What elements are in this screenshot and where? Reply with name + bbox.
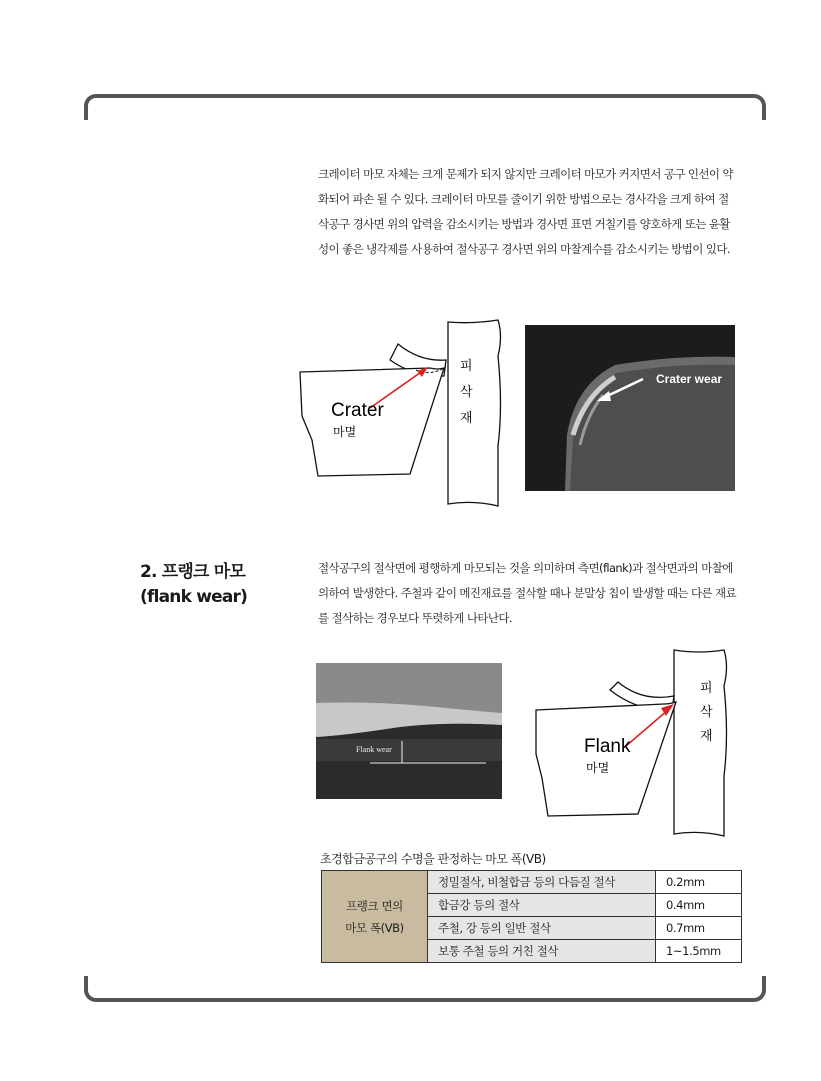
intro-paragraph: 크레이터 마모 자체는 크게 문제가 되지 않지만 크레이터 마모가 커지면서 공구 인선이 약화되어 파손 될 수 있다. 크레이터 마모를 줄이기 위한 방법으로는 경사각을 크게 하여 절삭공구 경사면 위의 압력을 감소시키는 방법과 경사면 표면 거칠기를 양호하게 또는 윤활성이 좋은 냉각제를 사용하여 절삭공구 경사면 위의 마찰계수를 감소시키는 방법이 있다. [318,167,733,256]
row-desc: 주철, 강 등의 일반 절삭 [428,917,656,940]
flank-photo-label: Flank wear [356,745,392,754]
section-subtitle: (flank wear) [140,587,248,607]
svg-text:삭: 삭 [460,385,473,400]
tool-shape [536,702,676,816]
table-row [322,871,742,894]
vb-table [321,870,742,963]
section-heading [140,560,247,610]
row-value: 0.2mm [656,871,742,894]
svg-text:피: 피 [460,359,473,374]
svg-text:피: 피 [700,681,713,696]
page-frame-bottom [84,976,766,1002]
table-header-cell: 프랭크 면의 마모 폭(VB) [322,871,428,963]
page-frame-top [84,94,766,120]
row-value: 0.4mm [656,894,742,917]
flank-label: Flank [584,736,631,757]
workpiece-shape [448,320,501,506]
row-value: 1~1.5mm [656,940,742,963]
svg-text:재: 재 [700,729,713,744]
svg-text:재: 재 [460,411,473,426]
row-desc: 합금강 등의 절삭 [428,894,656,917]
tool-shape [300,368,444,476]
crater-photo-label: Crater wear [656,372,723,386]
flank-paragraph: 절삭공구의 절삭면에 평행하게 마모되는 것을 의미하며 측면(flank)과 절삭면과의 마찰에 의하여 발생한다. 주철과 같이 메진재료를 절삭할 때나 분말상 칩이 발생할 때는 다른 재료를 절삭하는 경우보다 뚜렷하게 나타난다. [318,561,737,625]
crater-label: Crater [331,400,384,421]
svg-text:삭: 삭 [700,705,713,720]
flank-label-kr: 마멸 [586,761,610,775]
crater-wear-photo [525,325,735,491]
row-desc: 보통 주철 등의 거친 절삭 [428,940,656,963]
row-value: 0.7mm [656,917,742,940]
crater-wear-diagram [298,316,510,512]
flank-wear-photo [316,663,502,799]
table-caption: 초경합금공구의 수명을 판정하는 마모 폭(VB) [320,852,546,866]
section-title: 2. 프랭크 마모 [140,562,246,582]
row-desc: 정밀절삭, 비철합금 등의 다듬질 절삭 [428,871,656,894]
crater-label-kr: 마멸 [333,425,357,439]
flank-wear-diagram [534,646,740,838]
